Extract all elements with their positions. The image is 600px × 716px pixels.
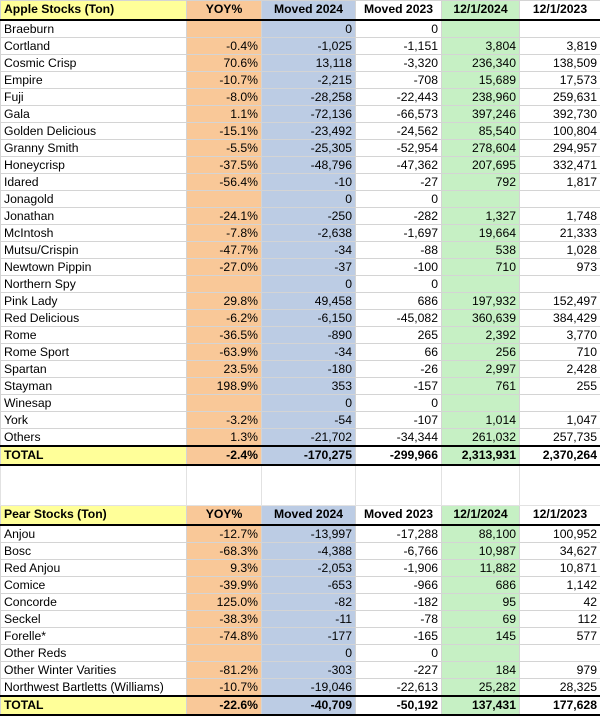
stock-2024-cell[interactable]: 761 bbox=[442, 377, 520, 394]
stock-2023-cell[interactable]: 973 bbox=[520, 258, 600, 275]
yoy-cell[interactable]: -24.1% bbox=[187, 207, 262, 224]
stock-2024-cell[interactable] bbox=[442, 20, 520, 38]
variety-name-cell[interactable]: Cortland bbox=[1, 37, 187, 54]
table-row bbox=[1, 377, 600, 394]
yoy-cell[interactable] bbox=[187, 394, 262, 411]
moved-2023-cell[interactable]: -708 bbox=[356, 71, 442, 88]
moved-2023-cell[interactable]: -157 bbox=[356, 377, 442, 394]
yoy-cell[interactable]: -39.9% bbox=[187, 576, 262, 593]
table-row bbox=[1, 644, 600, 661]
variety-name-cell[interactable]: Empire bbox=[1, 71, 187, 88]
total-moved-2023-cell[interactable]: -299,966 bbox=[356, 446, 442, 465]
table-row bbox=[1, 411, 600, 428]
yoy-cell[interactable]: -63.9% bbox=[187, 343, 262, 360]
stock-2023-cell[interactable]: 28,325 bbox=[520, 678, 600, 696]
moved-2024-cell[interactable]: -21,702 bbox=[262, 428, 356, 446]
column-header[interactable]: Moved 2023 bbox=[356, 506, 442, 525]
moved-2024-cell[interactable]: -653 bbox=[262, 576, 356, 593]
table-row bbox=[1, 71, 600, 88]
stock-2023-cell[interactable]: 577 bbox=[520, 627, 600, 644]
table-row bbox=[1, 542, 600, 559]
stock-2023-cell[interactable]: 1,047 bbox=[520, 411, 600, 428]
stock-2024-cell[interactable]: 88,100 bbox=[442, 525, 520, 543]
total-stock-2024-cell[interactable]: 137,431 bbox=[442, 696, 520, 715]
yoy-cell[interactable]: -56.4% bbox=[187, 173, 262, 190]
stock-2023-cell[interactable]: 294,957 bbox=[520, 139, 600, 156]
table-row bbox=[1, 54, 600, 71]
yoy-cell[interactable]: -68.3% bbox=[187, 542, 262, 559]
stock-2024-cell[interactable]: 2,392 bbox=[442, 326, 520, 343]
total-moved-2023-cell[interactable]: -50,192 bbox=[356, 696, 442, 715]
table-row bbox=[1, 20, 600, 38]
table-row bbox=[1, 292, 600, 309]
yoy-cell[interactable]: 1.1% bbox=[187, 105, 262, 122]
moved-2024-cell[interactable]: -2,638 bbox=[262, 224, 356, 241]
yoy-cell[interactable]: 29.8% bbox=[187, 292, 262, 309]
yoy-cell[interactable]: 198.9% bbox=[187, 377, 262, 394]
moved-2023-cell[interactable]: -88 bbox=[356, 241, 442, 258]
moved-2023-cell[interactable]: -22,613 bbox=[356, 678, 442, 696]
table-row bbox=[1, 678, 600, 696]
moved-2023-cell[interactable]: 0 bbox=[356, 394, 442, 411]
moved-2023-cell[interactable]: -26 bbox=[356, 360, 442, 377]
moved-2023-cell[interactable]: 66 bbox=[356, 343, 442, 360]
stock-2024-cell[interactable]: 238,960 bbox=[442, 88, 520, 105]
yoy-cell[interactable]: -8.0% bbox=[187, 88, 262, 105]
table-row bbox=[1, 428, 600, 446]
stock-2023-cell[interactable]: 42 bbox=[520, 593, 600, 610]
table-row bbox=[1, 156, 600, 173]
apple-total-row bbox=[1, 446, 600, 465]
table-row bbox=[1, 610, 600, 627]
moved-2023-cell[interactable]: -47,362 bbox=[356, 156, 442, 173]
variety-name-cell[interactable]: McIntosh bbox=[1, 224, 187, 241]
stock-2023-cell[interactable]: 257,735 bbox=[520, 428, 600, 446]
moved-2024-cell[interactable]: -177 bbox=[262, 627, 356, 644]
table-row bbox=[1, 559, 600, 576]
moved-2023-cell[interactable]: -1,151 bbox=[356, 37, 442, 54]
moved-2023-cell[interactable]: -22,443 bbox=[356, 88, 442, 105]
variety-name-cell[interactable]: Jonagold bbox=[1, 190, 187, 207]
yoy-cell[interactable]: -47.7% bbox=[187, 241, 262, 258]
variety-name-cell[interactable]: Red Anjou bbox=[1, 559, 187, 576]
moved-2023-cell[interactable]: -1,906 bbox=[356, 559, 442, 576]
moved-2023-cell[interactable]: -966 bbox=[356, 576, 442, 593]
variety-name-cell[interactable]: Newtown Pippin bbox=[1, 258, 187, 275]
stock-2024-cell[interactable]: 278,604 bbox=[442, 139, 520, 156]
moved-2023-cell[interactable]: 0 bbox=[356, 20, 442, 38]
variety-name-cell[interactable]: Stayman bbox=[1, 377, 187, 394]
table-row bbox=[1, 593, 600, 610]
moved-2024-cell[interactable]: -2,053 bbox=[262, 559, 356, 576]
stock-2023-cell[interactable]: 112 bbox=[520, 610, 600, 627]
stock-2024-cell[interactable]: 686 bbox=[442, 576, 520, 593]
stock-2024-cell[interactable]: 710 bbox=[442, 258, 520, 275]
yoy-cell[interactable]: -37.5% bbox=[187, 156, 262, 173]
stock-2024-cell[interactable]: 197,932 bbox=[442, 292, 520, 309]
table-row bbox=[1, 661, 600, 678]
moved-2024-cell[interactable]: 0 bbox=[262, 644, 356, 661]
variety-name-cell[interactable]: Honeycrisp bbox=[1, 156, 187, 173]
stock-2024-cell[interactable]: 538 bbox=[442, 241, 520, 258]
stock-2024-cell[interactable]: 1,327 bbox=[442, 207, 520, 224]
total-stock-2023-cell[interactable]: 2,370,264 bbox=[520, 446, 600, 465]
stock-2023-cell[interactable]: 138,509 bbox=[520, 54, 600, 71]
stock-2023-cell[interactable]: 384,429 bbox=[520, 309, 600, 326]
moved-2023-cell[interactable]: -100 bbox=[356, 258, 442, 275]
stock-2024-cell[interactable]: 207,695 bbox=[442, 156, 520, 173]
moved-2024-cell[interactable]: -54 bbox=[262, 411, 356, 428]
table-row bbox=[1, 207, 600, 224]
variety-name-cell[interactable]: Red Delicious bbox=[1, 309, 187, 326]
stock-2024-cell[interactable]: 2,997 bbox=[442, 360, 520, 377]
stock-2024-cell[interactable]: 397,246 bbox=[442, 105, 520, 122]
stock-2023-cell[interactable]: 10,871 bbox=[520, 559, 600, 576]
moved-2024-cell[interactable]: -890 bbox=[262, 326, 356, 343]
stock-2024-cell[interactable] bbox=[442, 190, 520, 207]
table-row bbox=[1, 122, 600, 139]
stock-2023-cell[interactable]: 3,770 bbox=[520, 326, 600, 343]
variety-name-cell[interactable]: Rome bbox=[1, 326, 187, 343]
yoy-cell[interactable]: 70.6% bbox=[187, 54, 262, 71]
column-header[interactable]: Moved 2024 bbox=[262, 506, 356, 525]
column-header[interactable]: 12/1/2023 bbox=[520, 506, 600, 525]
apple-stocks-table bbox=[1, 1, 600, 465]
stock-2023-cell[interactable]: 2,428 bbox=[520, 360, 600, 377]
stock-2023-cell[interactable]: 392,730 bbox=[520, 105, 600, 122]
variety-name-cell[interactable]: Northwest Bartletts (Williams) bbox=[1, 678, 187, 696]
table-row bbox=[1, 105, 600, 122]
stock-2023-cell[interactable]: 1,748 bbox=[520, 207, 600, 224]
moved-2023-cell[interactable]: -78 bbox=[356, 610, 442, 627]
variety-name-cell[interactable]: Braeburn bbox=[1, 20, 187, 38]
moved-2024-cell[interactable]: -2,215 bbox=[262, 71, 356, 88]
stock-2023-cell[interactable]: 152,497 bbox=[520, 292, 600, 309]
column-header[interactable]: YOY% bbox=[187, 506, 262, 525]
section-title[interactable]: Apple Stocks (Ton) bbox=[1, 1, 187, 20]
table-row bbox=[1, 326, 600, 343]
moved-2024-cell[interactable]: 49,458 bbox=[262, 292, 356, 309]
total-stock-2024-cell[interactable]: 2,313,931 bbox=[442, 446, 520, 465]
moved-2023-cell[interactable]: -3,320 bbox=[356, 54, 442, 71]
variety-name-cell[interactable]: Winesap bbox=[1, 394, 187, 411]
stock-2023-cell[interactable]: 17,573 bbox=[520, 71, 600, 88]
moved-2023-cell[interactable]: 0 bbox=[356, 190, 442, 207]
moved-2023-cell[interactable]: -6,766 bbox=[356, 542, 442, 559]
total-yoy-cell[interactable]: -22.6% bbox=[187, 696, 262, 715]
yoy-cell[interactable]: 23.5% bbox=[187, 360, 262, 377]
moved-2024-cell[interactable]: -25,305 bbox=[262, 139, 356, 156]
variety-name-cell[interactable]: Idared bbox=[1, 173, 187, 190]
stock-2023-cell[interactable] bbox=[520, 275, 600, 292]
variety-name-cell[interactable]: Mutsu/Crispin bbox=[1, 241, 187, 258]
moved-2023-cell[interactable]: -27 bbox=[356, 173, 442, 190]
yoy-cell[interactable]: -7.8% bbox=[187, 224, 262, 241]
pear-header-row bbox=[1, 506, 600, 525]
table-row bbox=[1, 343, 600, 360]
column-header[interactable]: 12/1/2024 bbox=[442, 506, 520, 525]
moved-2024-cell[interactable]: -34 bbox=[262, 343, 356, 360]
variety-name-cell[interactable]: Cosmic Crisp bbox=[1, 54, 187, 71]
stock-2024-cell[interactable]: 19,664 bbox=[442, 224, 520, 241]
yoy-cell[interactable]: -74.8% bbox=[187, 627, 262, 644]
yoy-cell[interactable]: -5.5% bbox=[187, 139, 262, 156]
variety-name-cell[interactable]: Comice bbox=[1, 576, 187, 593]
moved-2024-cell[interactable]: -23,492 bbox=[262, 122, 356, 139]
stock-2023-cell[interactable] bbox=[520, 394, 600, 411]
table-row bbox=[1, 173, 600, 190]
moved-2024-cell[interactable]: 0 bbox=[262, 190, 356, 207]
yoy-cell[interactable]: 9.3% bbox=[187, 559, 262, 576]
moved-2023-cell[interactable]: 0 bbox=[356, 644, 442, 661]
variety-name-cell[interactable]: Pink Lady bbox=[1, 292, 187, 309]
table-row bbox=[1, 275, 600, 292]
stock-2024-cell[interactable]: 792 bbox=[442, 173, 520, 190]
moved-2023-cell[interactable]: -66,573 bbox=[356, 105, 442, 122]
moved-2024-cell[interactable]: -82 bbox=[262, 593, 356, 610]
section-gap bbox=[1, 465, 600, 506]
variety-name-cell[interactable]: Forelle* bbox=[1, 627, 187, 644]
yoy-cell[interactable]: -12.7% bbox=[187, 525, 262, 543]
stock-2023-cell[interactable]: 3,819 bbox=[520, 37, 600, 54]
table-row bbox=[1, 37, 600, 54]
total-stock-2023-cell[interactable]: 177,628 bbox=[520, 696, 600, 715]
stock-2024-cell[interactable]: 360,639 bbox=[442, 309, 520, 326]
stock-2023-cell[interactable]: 100,952 bbox=[520, 525, 600, 543]
moved-2024-cell[interactable]: -4,388 bbox=[262, 542, 356, 559]
moved-2024-cell[interactable]: 353 bbox=[262, 377, 356, 394]
yoy-cell[interactable]: -15.1% bbox=[187, 122, 262, 139]
yoy-cell[interactable]: -36.5% bbox=[187, 326, 262, 343]
total-label-cell[interactable]: TOTAL bbox=[1, 696, 187, 715]
variety-name-cell[interactable]: Gala bbox=[1, 105, 187, 122]
moved-2024-cell[interactable]: -72,136 bbox=[262, 105, 356, 122]
stock-2023-cell[interactable] bbox=[520, 644, 600, 661]
moved-2023-cell[interactable]: -227 bbox=[356, 661, 442, 678]
moved-2024-cell[interactable]: 0 bbox=[262, 20, 356, 38]
table-row bbox=[1, 360, 600, 377]
moved-2024-cell[interactable]: -28,258 bbox=[262, 88, 356, 105]
yoy-cell[interactable]: -10.7% bbox=[187, 678, 262, 696]
yoy-cell[interactable]: -3.2% bbox=[187, 411, 262, 428]
stock-2024-cell[interactable]: 1,014 bbox=[442, 411, 520, 428]
moved-2024-cell[interactable]: -13,997 bbox=[262, 525, 356, 543]
moved-2023-cell[interactable]: -24,562 bbox=[356, 122, 442, 139]
stock-2024-cell[interactable]: 25,282 bbox=[442, 678, 520, 696]
table-row bbox=[1, 258, 600, 275]
column-header[interactable]: YOY% bbox=[187, 1, 262, 20]
stock-2023-cell[interactable]: 100,804 bbox=[520, 122, 600, 139]
moved-2024-cell[interactable]: -180 bbox=[262, 360, 356, 377]
table-row bbox=[1, 190, 600, 207]
variety-name-cell[interactable]: Granny Smith bbox=[1, 139, 187, 156]
stock-2023-cell[interactable]: 710 bbox=[520, 343, 600, 360]
stock-2023-cell[interactable]: 332,471 bbox=[520, 156, 600, 173]
stock-2024-cell[interactable]: 15,689 bbox=[442, 71, 520, 88]
moved-2024-cell[interactable]: 0 bbox=[262, 394, 356, 411]
moved-2023-cell[interactable]: -165 bbox=[356, 627, 442, 644]
table-row bbox=[1, 139, 600, 156]
variety-name-cell[interactable]: Jonathan bbox=[1, 207, 187, 224]
stock-2024-cell[interactable]: 145 bbox=[442, 627, 520, 644]
column-header[interactable]: 12/1/2023 bbox=[520, 1, 600, 20]
yoy-cell[interactable]: -0.4% bbox=[187, 37, 262, 54]
stock-2024-cell[interactable] bbox=[442, 275, 520, 292]
stock-2023-cell[interactable]: 21,333 bbox=[520, 224, 600, 241]
table-row bbox=[1, 525, 600, 543]
table-row bbox=[1, 241, 600, 258]
stock-2024-cell[interactable]: 3,804 bbox=[442, 37, 520, 54]
total-label-cell[interactable]: TOTAL bbox=[1, 446, 187, 465]
total-moved-2024-cell[interactable]: -170,275 bbox=[262, 446, 356, 465]
column-header[interactable]: 12/1/2024 bbox=[442, 1, 520, 20]
moved-2024-cell[interactable]: -37 bbox=[262, 258, 356, 275]
stock-2023-cell[interactable]: 1,817 bbox=[520, 173, 600, 190]
total-moved-2024-cell[interactable]: -40,709 bbox=[262, 696, 356, 715]
stock-2024-cell[interactable] bbox=[442, 644, 520, 661]
variety-name-cell[interactable]: Other Winter Varities bbox=[1, 661, 187, 678]
stock-2024-cell[interactable]: 69 bbox=[442, 610, 520, 627]
moved-2023-cell[interactable]: -34,344 bbox=[356, 428, 442, 446]
variety-name-cell[interactable]: Other Reds bbox=[1, 644, 187, 661]
yoy-cell[interactable] bbox=[187, 644, 262, 661]
yoy-cell[interactable]: -10.7% bbox=[187, 71, 262, 88]
moved-2024-cell[interactable]: -250 bbox=[262, 207, 356, 224]
moved-2023-cell[interactable]: 686 bbox=[356, 292, 442, 309]
table-row bbox=[1, 224, 600, 241]
moved-2024-cell[interactable]: -303 bbox=[262, 661, 356, 678]
moved-2024-cell[interactable]: -10 bbox=[262, 173, 356, 190]
apple-header-row bbox=[1, 1, 600, 20]
moved-2024-cell[interactable]: -6,150 bbox=[262, 309, 356, 326]
yoy-cell[interactable] bbox=[187, 275, 262, 292]
moved-2023-cell[interactable]: -45,082 bbox=[356, 309, 442, 326]
table-row bbox=[1, 394, 600, 411]
stock-2024-cell[interactable]: 85,540 bbox=[442, 122, 520, 139]
stock-2024-cell[interactable]: 256 bbox=[442, 343, 520, 360]
stock-2023-cell[interactable]: 259,631 bbox=[520, 88, 600, 105]
stock-2024-cell[interactable]: 95 bbox=[442, 593, 520, 610]
stock-2023-cell[interactable]: 1,028 bbox=[520, 241, 600, 258]
moved-2024-cell[interactable]: -48,796 bbox=[262, 156, 356, 173]
stock-2023-cell[interactable]: 255 bbox=[520, 377, 600, 394]
column-header[interactable]: Moved 2023 bbox=[356, 1, 442, 20]
variety-name-cell[interactable]: Others bbox=[1, 428, 187, 446]
moved-2024-cell[interactable]: -1,025 bbox=[262, 37, 356, 54]
moved-2023-cell[interactable]: -52,954 bbox=[356, 139, 442, 156]
moved-2023-cell[interactable]: -17,288 bbox=[356, 525, 442, 543]
table-row bbox=[1, 627, 600, 644]
variety-name-cell[interactable]: Rome Sport bbox=[1, 343, 187, 360]
yoy-cell[interactable] bbox=[187, 20, 262, 38]
variety-name-cell[interactable]: Northern Spy bbox=[1, 275, 187, 292]
moved-2023-cell[interactable]: -282 bbox=[356, 207, 442, 224]
variety-name-cell[interactable]: Spartan bbox=[1, 360, 187, 377]
variety-name-cell[interactable]: Bosc bbox=[1, 542, 187, 559]
variety-name-cell[interactable]: Golden Delicious bbox=[1, 122, 187, 139]
table-row bbox=[1, 88, 600, 105]
stock-2023-cell[interactable] bbox=[520, 190, 600, 207]
stock-2024-cell[interactable]: 184 bbox=[442, 661, 520, 678]
stock-2023-cell[interactable] bbox=[520, 20, 600, 38]
yoy-cell[interactable]: 125.0% bbox=[187, 593, 262, 610]
stock-2023-cell[interactable]: 979 bbox=[520, 661, 600, 678]
table-row bbox=[1, 576, 600, 593]
variety-name-cell[interactable]: Fuji bbox=[1, 88, 187, 105]
total-yoy-cell[interactable]: -2.4% bbox=[187, 446, 262, 465]
stock-2024-cell[interactable]: 236,340 bbox=[442, 54, 520, 71]
moved-2024-cell[interactable]: 0 bbox=[262, 275, 356, 292]
stock-2024-cell[interactable]: 261,032 bbox=[442, 428, 520, 446]
moved-2024-cell[interactable]: -34 bbox=[262, 241, 356, 258]
moved-2023-cell[interactable]: -182 bbox=[356, 593, 442, 610]
variety-name-cell[interactable]: Seckel bbox=[1, 610, 187, 627]
variety-name-cell[interactable]: York bbox=[1, 411, 187, 428]
moved-2024-cell[interactable]: -11 bbox=[262, 610, 356, 627]
moved-2023-cell[interactable]: 0 bbox=[356, 275, 442, 292]
yoy-cell[interactable]: -6.2% bbox=[187, 309, 262, 326]
yoy-cell[interactable]: -27.0% bbox=[187, 258, 262, 275]
section-title[interactable]: Pear Stocks (Ton) bbox=[1, 506, 187, 525]
column-header[interactable]: Moved 2024 bbox=[262, 1, 356, 20]
yoy-cell[interactable]: -81.2% bbox=[187, 661, 262, 678]
yoy-cell[interactable]: -38.3% bbox=[187, 610, 262, 627]
moved-2023-cell[interactable]: -107 bbox=[356, 411, 442, 428]
moved-2023-cell[interactable]: -1,697 bbox=[356, 224, 442, 241]
stock-2024-cell[interactable] bbox=[442, 394, 520, 411]
table-row bbox=[1, 309, 600, 326]
stock-2023-cell[interactable]: 34,627 bbox=[520, 542, 600, 559]
stock-2023-cell[interactable]: 1,142 bbox=[520, 576, 600, 593]
moved-2024-cell[interactable]: -19,046 bbox=[262, 678, 356, 696]
moved-2024-cell[interactable]: 13,118 bbox=[262, 54, 356, 71]
variety-name-cell[interactable]: Anjou bbox=[1, 525, 187, 543]
variety-name-cell[interactable]: Concorde bbox=[1, 593, 187, 610]
stock-2024-cell[interactable]: 11,882 bbox=[442, 559, 520, 576]
yoy-cell[interactable]: 1.3% bbox=[187, 428, 262, 446]
stock-2024-cell[interactable]: 10,987 bbox=[442, 542, 520, 559]
pear-stocks-table bbox=[1, 506, 600, 715]
yoy-cell[interactable] bbox=[187, 190, 262, 207]
moved-2023-cell[interactable]: 265 bbox=[356, 326, 442, 343]
